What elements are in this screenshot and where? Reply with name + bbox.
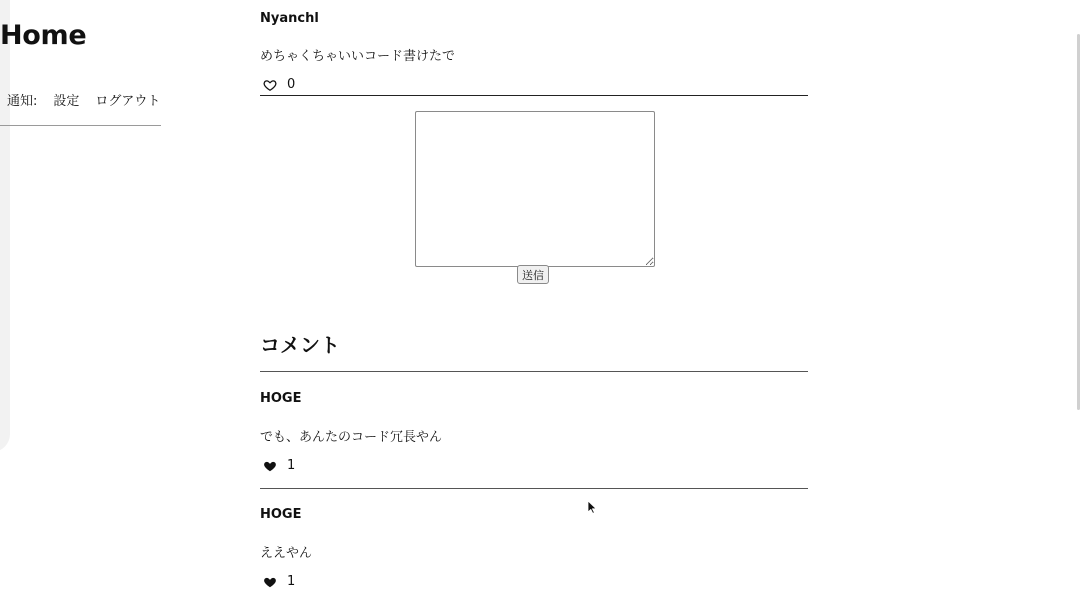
post-divider [260, 95, 808, 96]
nav-logout-link[interactable]: ログアウト [95, 94, 161, 109]
heart-filled-icon[interactable] [263, 575, 277, 589]
heart-outline-icon[interactable] [263, 78, 277, 92]
comment-body: でも、あんたのコード冗長やん [260, 430, 443, 445]
comment-item [260, 372, 808, 488]
sidebar-nav [7, 90, 160, 109]
comment-like-count: 1 [287, 574, 296, 589]
heart-filled-icon[interactable] [263, 459, 277, 473]
comment-author: HOGE [260, 391, 302, 406]
sidebar-divider [0, 125, 161, 126]
comment-like-count: 1 [287, 458, 296, 473]
comment-textarea[interactable] [415, 111, 655, 267]
post-like-count: 0 [287, 77, 296, 92]
sidebar-panel [0, 0, 10, 452]
post-author: Nyanchl [260, 11, 319, 26]
page-title: Home [0, 20, 87, 51]
nav-notifications-link[interactable]: 通知: [7, 94, 38, 109]
nav-settings-link[interactable]: 設定 [53, 94, 80, 109]
mouse-pointer-icon [587, 500, 597, 514]
comment-like-row [260, 574, 295, 589]
comment-item [260, 488, 808, 604]
comment-author: HOGE [260, 507, 302, 522]
sidebar [0, 0, 162, 612]
comment-body: ええやん [260, 546, 313, 561]
send-button[interactable]: 送信 [517, 265, 549, 284]
post-like-row [260, 77, 295, 92]
comment-like-row [260, 458, 295, 473]
comments-heading: コメント [260, 333, 340, 357]
post-body: めちゃくちゃいいコード書けたで [260, 49, 456, 64]
